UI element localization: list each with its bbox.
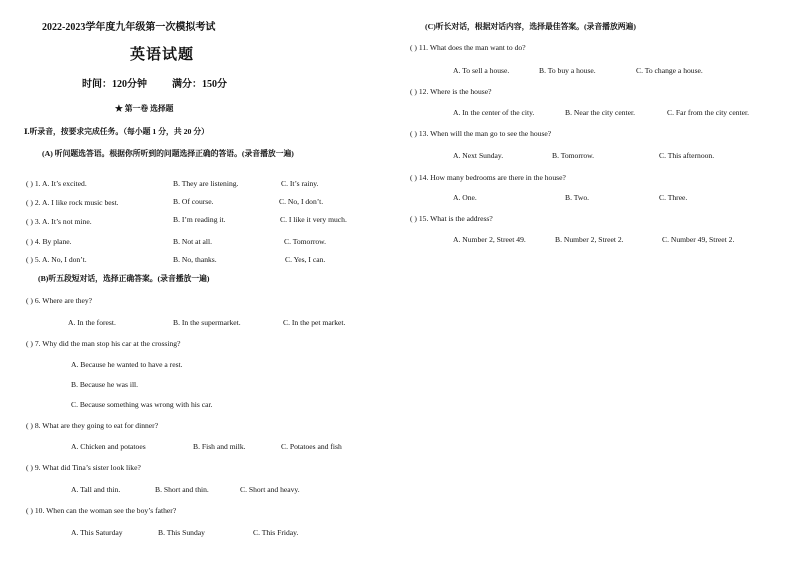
subject-title: 英语试题 — [130, 47, 195, 63]
question-10-option-a: A. This Saturday — [71, 528, 123, 537]
question-1-option-c: C. It’s rainy. — [281, 179, 319, 188]
question-10-option-b: B. This Sunday — [158, 528, 205, 537]
question-8-option-c: C. Potatoes and fish — [281, 442, 342, 451]
question-15-option-a: A. Number 2, Street 49. — [453, 235, 526, 244]
question-3-option-b: B. I’m reading it. — [173, 215, 226, 224]
question-9-option-b: B. Short and thin. — [155, 485, 209, 494]
question-2-option-c: C. No, I don’t. — [279, 197, 324, 206]
question-6-option-b: B. In the supermarket. — [173, 318, 241, 327]
question-7-option-c: C. Because something was wrong with his car. — [71, 400, 213, 409]
question-9: ( ) 9. What did Tina’s sister look like? — [26, 463, 141, 472]
question-8: ( ) 8. What are they going to eat for dinner? — [26, 421, 159, 430]
question-4-option-b: B. Not at all. — [173, 237, 213, 246]
question-6-option-a: A. In the forest. — [68, 318, 116, 327]
question-7-option-a: A. Because he wanted to have a rest. — [71, 360, 183, 369]
question-7: ( ) 7. Why did the man stop his car at the crossing? — [26, 339, 181, 348]
question-13-option-a: A. Next Sunday. — [453, 151, 504, 160]
sectionA-heading: (A) 听问题选答语。根据你所听到的问题选择正确的答语。(录音播放一遍) — [42, 149, 294, 158]
question-14-option-c: C. Three. — [659, 193, 688, 202]
part1-heading: Ⅰ.听录音，按要求完成任务。（每小题 1 分，共 20 分） — [24, 127, 209, 136]
question-11: ( ) 11. What does the man want to do? — [410, 43, 526, 52]
question-5-option-c: C. Yes, I can. — [285, 255, 326, 264]
question-12: ( ) 12. Where is the house? — [410, 87, 492, 96]
question-10-option-c: C. This Friday. — [253, 528, 299, 537]
question-13: ( ) 13. When will the man go to see the house? — [410, 129, 552, 138]
question-7-option-b: B. Because he was ill. — [71, 380, 139, 389]
question-14-option-b: B. Two. — [565, 193, 590, 202]
question-13-option-b: B. Tomorrow. — [552, 151, 595, 160]
question-13-option-c: C. This afternoon. — [659, 151, 715, 160]
question-3-option-c: C. I like it very much. — [280, 215, 347, 224]
question-15: ( ) 15. What is the address? — [410, 214, 493, 223]
question-9-option-a: A. Tall and thin. — [71, 485, 121, 494]
question-1: ( ) 1. A. It’s excited. — [26, 179, 87, 188]
question-14-option-a: A. One. — [453, 193, 477, 202]
volume-heading: ★ 第一卷 选择题 — [115, 104, 174, 113]
question-2-option-b: B. Of course. — [173, 197, 214, 206]
question-1-option-b: B. They are listening. — [173, 179, 239, 188]
exam-title: 2022-2023学年度九年级第一次模拟考试 — [42, 22, 216, 33]
question-11-option-a: A. To sell a house. — [453, 66, 510, 75]
question-8-option-a: A. Chicken and potatoes — [71, 442, 146, 451]
question-12-option-c: C. Far from the city center. — [667, 108, 750, 117]
question-10: ( ) 10. When can the woman see the boy’s father? — [26, 506, 177, 515]
question-6: ( ) 6. Where are they? — [26, 296, 93, 305]
question-6-option-c: C. In the pet market. — [283, 318, 346, 327]
question-12-option-b: B. Near the city center. — [565, 108, 636, 117]
question-3: ( ) 3. A. It’s not mine. — [26, 217, 92, 226]
question-8-option-b: B. Fish and milk. — [193, 442, 246, 451]
question-4: ( ) 4. By plane. — [26, 237, 72, 246]
sectionB-heading: (B)听五段短对话，选择正确答案。(录音播放一遍) — [38, 274, 210, 283]
question-15-option-b: B. Number 2, Street 2. — [555, 235, 624, 244]
question-14: ( ) 14. How many bedrooms are there in the house? — [410, 173, 566, 182]
question-11-option-c: C. To change a house. — [636, 66, 703, 75]
question-9-option-c: C. Short and heavy. — [240, 485, 300, 494]
question-12-option-a: A. In the center of the city. — [453, 108, 535, 117]
question-11-option-b: B. To buy a house. — [539, 66, 596, 75]
exam-time: 时间：120分钟 — [82, 79, 147, 90]
question-2: ( ) 2. A. I like rock music best. — [26, 198, 119, 207]
question-5: ( ) 5. A. No, I don’t. — [26, 255, 87, 264]
sectionC-heading: (C)听长对话，根据对话内容，选择最佳答案。(录音播放两遍) — [425, 22, 636, 31]
question-5-option-b: B. No, thanks. — [173, 255, 217, 264]
question-4-option-c: C. Tomorrow. — [284, 237, 327, 246]
question-15-option-c: C. Number 49, Street 2. — [662, 235, 735, 244]
exam-score: 满分：150分 — [172, 79, 227, 90]
